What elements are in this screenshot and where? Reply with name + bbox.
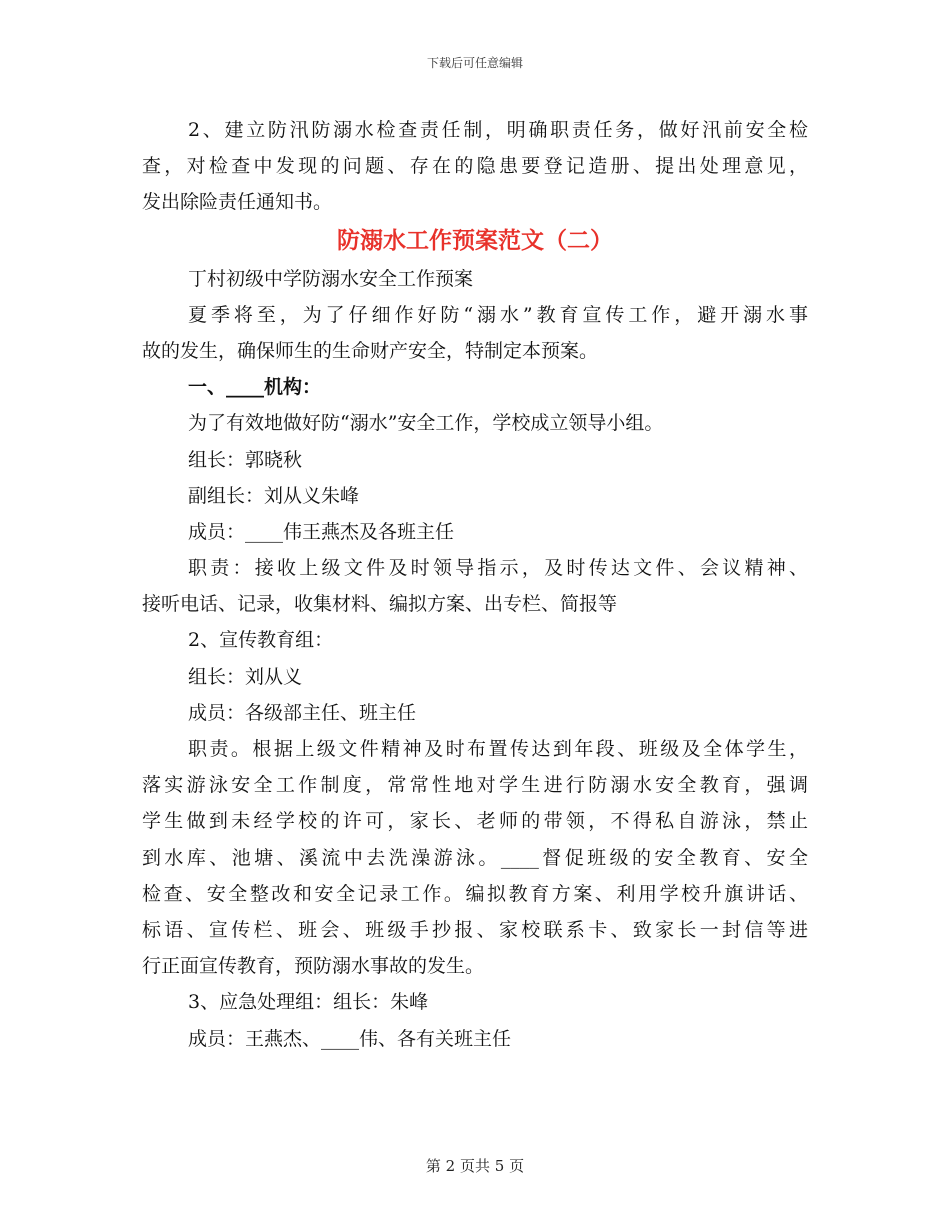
page-footer: 第 2 页共 5 页 (425, 1157, 525, 1175)
page-header: 下载后可任意编辑 (426, 56, 523, 70)
document-subtitle: 丁村初级中学防溺水安全工作预案 (188, 267, 474, 290)
section-3-heading: 3、应急处理组：组长：朱峰 (188, 991, 429, 1014)
paragraph-1-line-1: 2、建立防汛防溺水检查责任制，明确职责任务，做好汛前安全检 (188, 119, 808, 141)
section-1-duty-line-2: 接听电话、记录，收集材料、编拟方案、出专栏、简报等 (142, 593, 618, 616)
section-2-leader: 组长：刘从义 (188, 665, 303, 688)
section-2-heading: 2、宣传教育组： (188, 629, 334, 652)
paragraph-1-line-2: 查，对检查中发现的问题、存在的隐患要登记造册、提出处理意见， (142, 155, 808, 178)
section-1-intro: 为了有效地做好防“溺水”安全工作，学校成立领导小组。 (188, 412, 664, 435)
section-1-leader: 组长：郭晓秋 (188, 448, 303, 471)
document-title: 防溺水工作预案范文（二） (337, 226, 613, 254)
section-1-vice-leader: 副组长：刘从义朱峰 (188, 484, 360, 507)
section-2-duty-line-4: 到水库、池塘、溪流中去洗澡游泳。____督促班级的安全教育、安全 (142, 846, 808, 869)
section-1-members: 成员：____伟王燕杰及各班主任 (188, 520, 455, 543)
paragraph-1-line-3: 发出除险责任通知书。 (142, 191, 333, 214)
section-2-duty-line-5: 检查、安全整改和安全记录工作。编拟教育方案、利用学校升旗讲话、 (142, 882, 808, 905)
section-2-duty-line-2: 落实游泳安全工作制度，常常性地对学生进行防溺水安全教育，强调 (142, 774, 808, 797)
paragraph-2-line-2: 故的发生，确保师生的生命财产安全，特制定本预案。 (142, 339, 599, 362)
document-body (142, 112, 808, 1057)
section-2-members: 成员：各级部主任、班主任 (188, 701, 417, 724)
section-1-duty-line-1: 职责：接收上级文件及时领导指示，及时传达文件、会议精神、 (188, 557, 808, 580)
section-2-duty-line-6: 标语、宣传栏、班会、班级手抄报、家校联系卡、致家长一封信等进 (142, 918, 808, 941)
section-3-members: 成员：王燕杰、____伟、各有关班主任 (188, 1027, 512, 1050)
section-2-duty-line-1: 职责。根据上级文件精神及时布置传达到年段、班级及全体学生， (188, 738, 808, 760)
section-1-heading: 一、____机构： (188, 376, 322, 399)
section-2-duty-line-7: 行正面宣传教育，预防溺水事故的发生。 (142, 955, 485, 978)
paragraph-2-line-1: 夏季将至，为了仔细作好防“溺水”教育宣传工作，避开溺水事 (188, 303, 808, 326)
section-2-duty-line-3: 学生做到未经学校的许可，家长、老师的带领，不得私自游泳，禁止 (142, 810, 808, 833)
